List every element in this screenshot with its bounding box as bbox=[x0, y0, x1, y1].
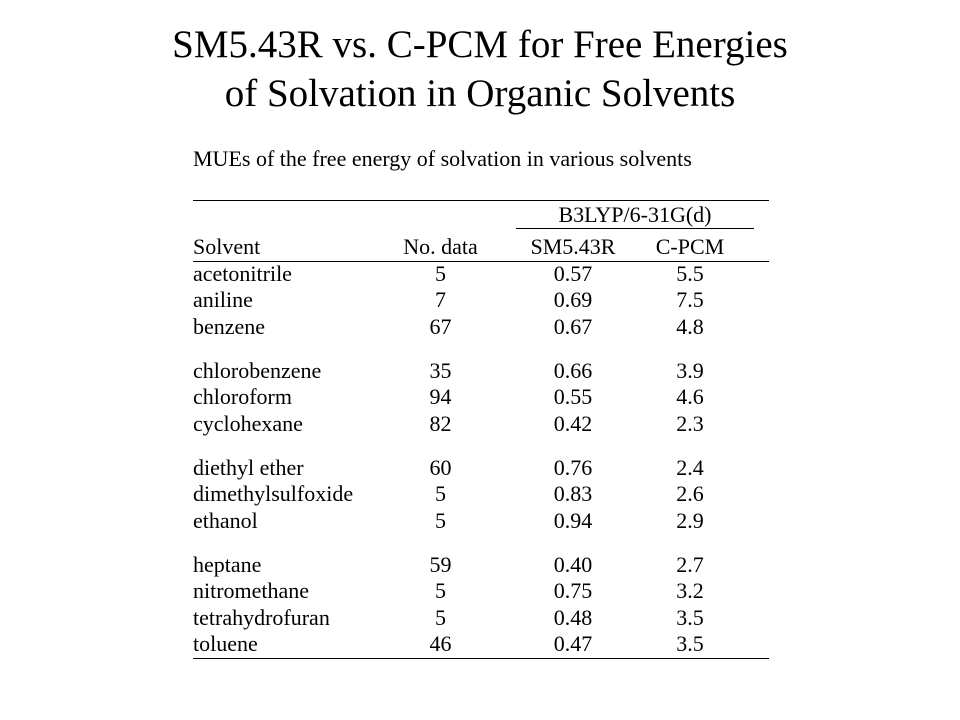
cell-sm543r: 0.47 bbox=[553, 631, 593, 656]
cell-sm543r: 0.94 bbox=[553, 508, 593, 533]
cell-sm543r: 0.42 bbox=[553, 411, 593, 436]
cell-sm543r: 0.66 bbox=[553, 358, 593, 383]
column-header-cpcm: C-PCM bbox=[655, 234, 725, 259]
cell-solvent: chloroform bbox=[193, 384, 292, 409]
cell-count: 7 bbox=[435, 287, 446, 312]
table-row bbox=[0, 482, 960, 506]
slide-title bbox=[0, 20, 960, 118]
table-row bbox=[0, 606, 960, 630]
cell-solvent: chlorobenzene bbox=[193, 358, 322, 383]
cell-sm543r: 0.83 bbox=[553, 481, 593, 506]
cell-solvent: cyclohexane bbox=[193, 411, 303, 436]
cell-count: 60 bbox=[429, 455, 452, 480]
column-header-solvent: Solvent bbox=[193, 234, 261, 259]
table-row bbox=[0, 315, 960, 339]
cell-solvent: aniline bbox=[193, 287, 253, 312]
cell-sm543r: 0.69 bbox=[553, 287, 593, 312]
cell-sm543r: 0.57 bbox=[553, 261, 593, 286]
group-header-b3lyp: B3LYP/6-31G(d) bbox=[516, 202, 754, 229]
cell-sm543r: 0.55 bbox=[553, 384, 593, 409]
cell-solvent: tetrahydrofuran bbox=[193, 605, 330, 630]
table-row bbox=[0, 509, 960, 533]
table-top-rule bbox=[193, 200, 769, 201]
table-row bbox=[0, 262, 960, 286]
table-bottom-rule bbox=[193, 658, 769, 659]
cell-cpcm: 3.9 bbox=[676, 358, 704, 383]
table-row bbox=[0, 288, 960, 312]
table-row bbox=[0, 412, 960, 436]
cell-sm543r: 0.48 bbox=[553, 605, 593, 630]
table-caption: MUEs of the free energy of solvation in various solvents bbox=[193, 146, 692, 171]
cell-count: 5 bbox=[435, 508, 446, 533]
table-row bbox=[0, 553, 960, 577]
cell-cpcm: 5.5 bbox=[676, 261, 704, 286]
cell-cpcm: 2.7 bbox=[676, 552, 704, 577]
column-header-sm543r: SM5.43R bbox=[530, 234, 616, 259]
slide-title-line-2: of Solvation in Organic Solvents bbox=[224, 72, 736, 115]
cell-sm543r: 0.76 bbox=[553, 455, 593, 480]
cell-count: 82 bbox=[429, 411, 452, 436]
cell-count: 46 bbox=[429, 631, 452, 656]
table-row bbox=[0, 579, 960, 603]
cell-count: 67 bbox=[429, 314, 452, 339]
cell-count: 5 bbox=[435, 481, 446, 506]
cell-count: 94 bbox=[429, 384, 452, 409]
cell-count: 35 bbox=[429, 358, 452, 383]
cell-count: 5 bbox=[435, 578, 446, 603]
cell-solvent: toluene bbox=[193, 631, 258, 656]
cell-solvent: dimethylsulfoxide bbox=[193, 481, 354, 506]
cell-cpcm: 3.2 bbox=[676, 578, 704, 603]
cell-cpcm: 2.4 bbox=[676, 455, 704, 480]
cell-sm543r: 0.67 bbox=[553, 314, 593, 339]
cell-solvent: ethanol bbox=[193, 508, 258, 533]
cell-count: 5 bbox=[435, 605, 446, 630]
cell-solvent: nitromethane bbox=[193, 578, 310, 603]
cell-cpcm: 2.3 bbox=[676, 411, 704, 436]
table-row bbox=[0, 385, 960, 409]
cell-cpcm: 4.6 bbox=[676, 384, 704, 409]
cell-count: 5 bbox=[435, 261, 446, 286]
cell-sm543r: 0.40 bbox=[553, 552, 593, 577]
cell-solvent: acetonitrile bbox=[193, 261, 292, 286]
cell-solvent: diethyl ether bbox=[193, 455, 304, 480]
column-header-row bbox=[0, 235, 960, 259]
cell-cpcm: 2.9 bbox=[676, 508, 704, 533]
table-row bbox=[0, 359, 960, 383]
cell-count: 59 bbox=[429, 552, 452, 577]
table-row bbox=[0, 456, 960, 480]
cell-cpcm: 7.5 bbox=[676, 287, 704, 312]
cell-solvent: benzene bbox=[193, 314, 266, 339]
cell-sm543r: 0.75 bbox=[553, 578, 593, 603]
cell-solvent: heptane bbox=[193, 552, 262, 577]
cell-cpcm: 3.5 bbox=[676, 631, 704, 656]
cell-cpcm: 2.6 bbox=[676, 481, 704, 506]
cell-cpcm: 3.5 bbox=[676, 605, 704, 630]
column-header-count: No. data bbox=[403, 234, 478, 259]
cell-cpcm: 4.8 bbox=[676, 314, 704, 339]
table-row bbox=[0, 632, 960, 656]
slide-title-line-1: SM5.43R vs. C-PCM for Free Energies bbox=[172, 23, 788, 66]
